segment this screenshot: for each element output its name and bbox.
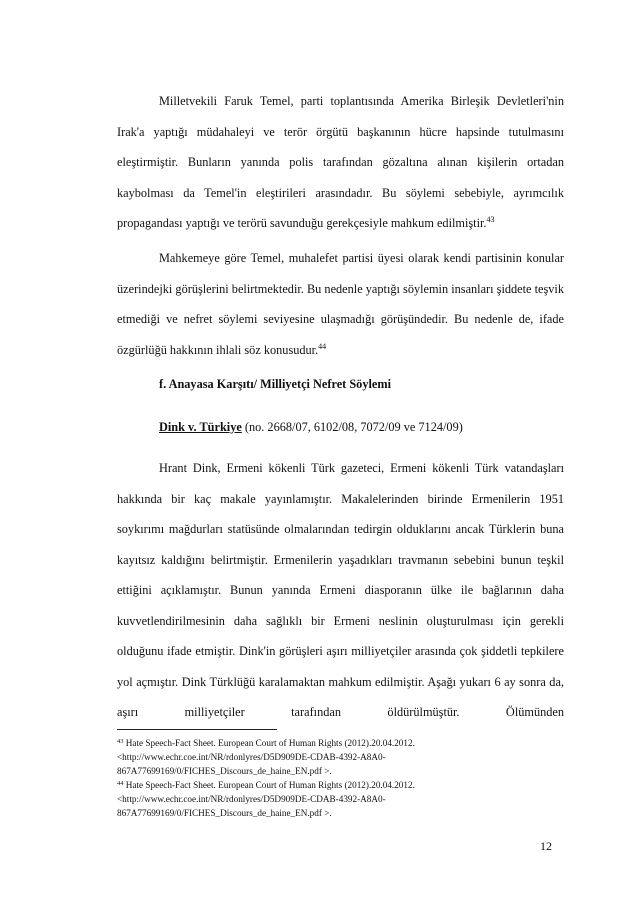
footnote-44: $^{44}$ Hate Speech-Fact Sheet. European Court of Human Rights (2012).20.04.2012. <http://www.echr.coe.int/NR/rdonlyres/D5D909DE-CDAB-4392-A8A0- 867A77699169/0/FICHES_Discours_de_haine_EN.pdf >. <box>117 780 415 818</box>
paragraph-court-opinion: Mahkemeye göre Temel, muhalefet partisi üyesi olarak kendi partisinin konular üzerindejki görüşlerini belirtmektedir. Bu nedenle yaptığı söylemin insanları şiddete teşvik etmediği ve nefret söylemi seviyesine ulaşmadığı görüşündedir. Bu nedenle de, ifade özgürlüğü hakkının ihlali söz konusudur.$^{44}$ <box>117 251 564 357</box>
case-numbers: (no. 2668/07, 6102/08, 7072/09 ve 7124/09) <box>244 420 463 434</box>
footnote-ref-44[interactable]: 44 <box>318 341 327 351</box>
footnote-44-link[interactable]: <http://www.echr.coe.int/NR/rdonlyres/D5D909DE-CDAB-4392-A8A0- <box>117 794 386 804</box>
page-number: 12 <box>540 839 552 853</box>
footnote-separator <box>117 729 277 730</box>
case-name: Dink v. Türkiye <box>159 420 242 434</box>
section-heading: f. Anayasa Karşıtı/ Milliyetçi Nefret Söylemi <box>159 377 392 391</box>
paragraph-dink-case: Hrant Dink, Ermeni kökenli Türk gazeteci, Ermeni kökenli Türk vatandaşları hakkında bir kaç makale yayınlamıştır. Makalelerinden birinde Ermenilerin 1951 soykırımı mağdurları statüsünde olmalarından tedirgin olduklarını ancak Türklerin buna kayıtsız kaldığını belirtmiştir. Ermenilerin yaşadıkları travmanın sebebini bunun teşkil ettiğini açıklamıştır. Bunun yanında Ermeni diasporanın ülke ile bağlarının daha kuvvetlendirilmesinin daha sağlıklı bir Ermeni neslinin oluşturulması için gerekli olduğunu ifade etmiştir. Dink'in görüşleri aşırı milliyetçiler arasında çok şiddetli tepkilere yol açmıştır. Dink Türklüğü karalamaktan mahkum edilmiştir. Aşağı yukarı 6 ay sonra da, aşırı milliyetçiler tarafından öldürülmüştür. Ölümünden <box>117 461 564 719</box>
footnote-43: $^{43}$ Hate Speech-Fact Sheet. European Court of Human Rights (2012).20.04.2012. <http://www.echr.coe.int/NR/rdonlyres/D5D909DE-CDAB-4392-A8A0- 867A77699169/0/FICHES_Discours_de_haine_EN.pdf >. <box>117 738 415 776</box>
case-title <box>159 420 463 435</box>
footnote-43-link[interactable]: <http://www.echr.coe.int/NR/rdonlyres/D5D909DE-CDAB-4392-A8A0- <box>117 752 386 762</box>
paragraph-temel-speech: Milletvekili Faruk Temel, parti toplantısında Amerika Birleşik Devletleri'nin Irak'a yaptığı müdahaleyi ve terör örgütü başkanının hücre hapsinde tutulmasını eleştirmiştir. Bunların yanında polis tarafından gözaltına alınan kişilerin ortadan kaybolması da Temel'in eleştirileri arasındadır. Bu söylemi sebebiyle, ayrımcılık propagandası yaptığı ve terörü savunduğu gerekçesiyle mahkum edilmiştir.$^{43}$ <box>117 94 564 230</box>
footnote-ref-43[interactable]: 43 <box>486 215 495 224</box>
